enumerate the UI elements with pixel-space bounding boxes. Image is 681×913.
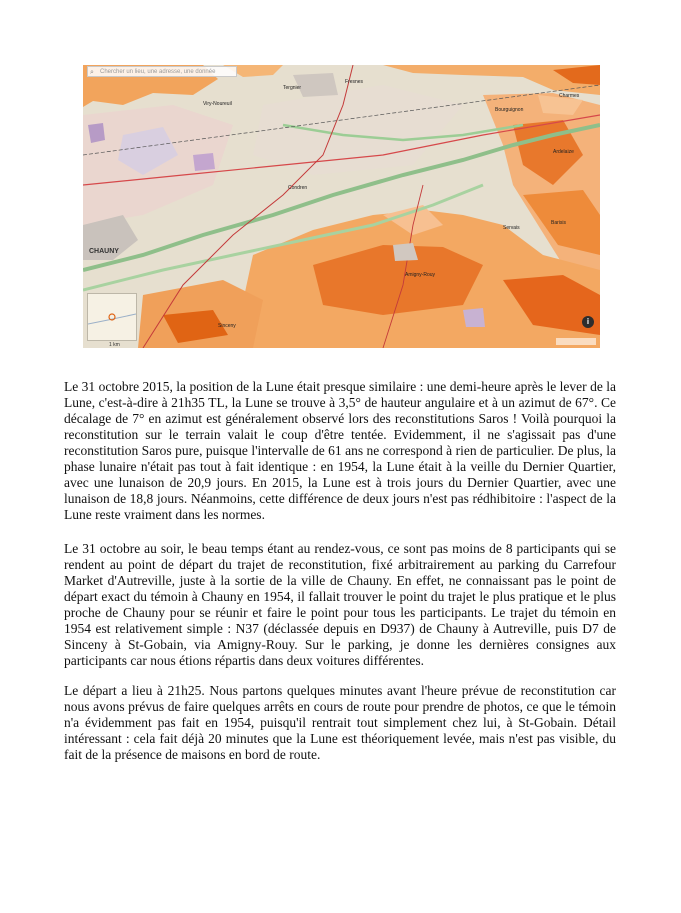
overview-minimap[interactable] [87, 293, 137, 341]
map-place-label: Barisis [551, 220, 567, 226]
map-place-label: Viry-Noureuil [203, 101, 232, 107]
paragraph: Le départ a lieu à 21h25. Nous partons quelques minutes avant l'heure prévue de reconstitution car nous avons prévus de faire quelques arrêts en cours de route pour prendre de photos, ce que le témoin n'a évidemment pas fait en 1954, puisqu'il rentrait tout simplement chez lui, à St-Gobain. Détail intéressant : cela fait déjà 20 minutes que la Lune est théoriquement levée, mais n'est pas visible, du fait de la présence de maisons en bord de route. [64, 683, 616, 762]
map-attribution-bar [556, 338, 596, 345]
map-place-label: Condren [288, 185, 308, 191]
map-search-input[interactable] [87, 66, 237, 77]
map-place-label: Amigny-Rouy [405, 272, 436, 278]
map-place-label: Fresnes [345, 79, 364, 85]
map-place-label: Servais [503, 225, 520, 231]
map-place-label: Tergnier [283, 85, 302, 91]
minimap-canvas [88, 294, 136, 340]
info-icon[interactable]: i [582, 316, 594, 328]
map-place-label: Ardelaize [553, 149, 574, 155]
map-search-placeholder: Chercher un lieu, une adresse, une donnée [100, 69, 216, 75]
search-icon: ⌕ [90, 69, 94, 76]
map-scale-label: 1 km [109, 342, 120, 348]
map-place-label: CHAUNY [89, 248, 119, 255]
geological-map[interactable] [83, 65, 600, 348]
map-place-label: Bourguignon [495, 107, 524, 113]
map-place-label: Charmes [559, 93, 580, 99]
paragraph: Le 31 octobre au soir, le beau temps étant au rendez-vous, ce sont pas moins de 8 participants qui se rendent au point de départ du trajet de reconstitution, fixé arbitrairement au parking du Carrefour Market d'Autreville, juste à la sortie de la ville de Chauny. En effet, ne connaissant pas le point de départ exact du témoin à Chauny en 1954, il fallait trouver le point du trajet le plus pratique et le plus proche de Chauny pour se réunir et faire le point pour tous les participants. Le trajet du témoin en 1954 est relativement simple : N37 (déclassée depuis en D937) de Chauny à Autreville, puis D7 de Sinceny à St-Gobain, via Amigny-Rouy. Sur le parking, je donne les dernières consignes aux participants car nous étions répartis dans deux voitures différentes. [64, 541, 616, 668]
map-place-label: Sinceny [218, 323, 236, 329]
paragraph: Le 31 octobre 2015, la position de la Lune était presque similaire : une demi-heure après le lever de la Lune, c'est-à-dire à 21h35 TL, la Lune se trouve à 3,5° de hauteur angulaire et à un azimut de 67°. Ce décalage de 7° en azimut est généralement observé lors des reconstitutions Saros ! Voilà pourquoi la reconstitution sur le terrain valait le coup d'être tentée. Evidemment, il ne s'agissait pas d'une reconstitution Saros pure, puisque l'intervalle de 61 ans ne correspond à rien de particulier. De plus, la phase lunaire n'était pas tout à fait identique : en 1954, la Lune était à la veille du Dernier Quartier, avec une lunaison de 20,9 jours. En 2015, la Lune est à trois jours du Dernier Quartier, avec une lunaison de 18,8 jours. Néanmoins, cette différence de deux jours n'est pas rédhibitoire : l'aspect de la Lune reste vraiment dans les normes. [64, 379, 616, 522]
